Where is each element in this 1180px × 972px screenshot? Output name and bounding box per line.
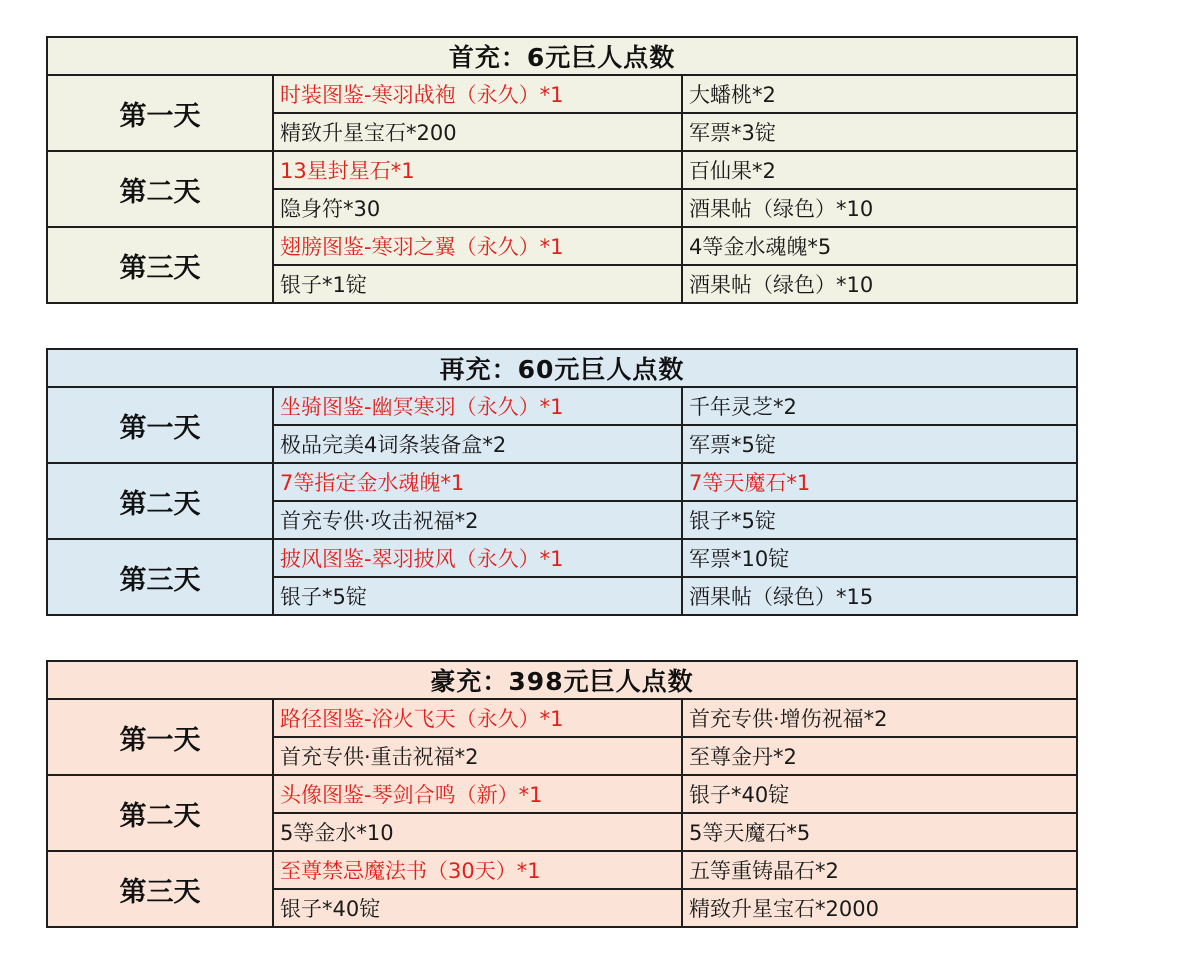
reward-item: 精致升星宝石*200 <box>273 113 682 151</box>
reward-item: 披风图鉴-翠羽披风（永久）*1 <box>273 539 682 577</box>
day-label: 第三天 <box>47 227 273 303</box>
tier-title: 首充：6元巨人点数 <box>47 37 1077 75</box>
reward-item: 隐身符*30 <box>273 189 682 227</box>
day-label: 第一天 <box>47 699 273 775</box>
reward-item: 7等指定金水魂魄*1 <box>273 463 682 501</box>
reward-item: 至尊禁忌魔法书（30天）*1 <box>273 851 682 889</box>
reward-item: 4等金水魂魄*5 <box>682 227 1077 265</box>
reward-item: 军票*10锭 <box>682 539 1077 577</box>
reward-item: 军票*5锭 <box>682 425 1077 463</box>
reward-item: 翅膀图鉴-寒羽之翼（永久）*1 <box>273 227 682 265</box>
tier-table-second-charge <box>46 348 1078 616</box>
reward-item: 至尊金丹*2 <box>682 737 1077 775</box>
reward-item: 千年灵芝*2 <box>682 387 1077 425</box>
reward-item: 银子*5锭 <box>682 501 1077 539</box>
tier-table-first-charge <box>46 36 1078 304</box>
reward-item: 坐骑图鉴-幽冥寒羽（永久）*1 <box>273 387 682 425</box>
reward-item: 13星封星石*1 <box>273 151 682 189</box>
reward-item: 军票*3锭 <box>682 113 1077 151</box>
reward-item: 5等金水*10 <box>273 813 682 851</box>
reward-item: 首充专供·攻击祝福*2 <box>273 501 682 539</box>
day-label: 第三天 <box>47 851 273 927</box>
day-label: 第一天 <box>47 75 273 151</box>
day-label: 第二天 <box>47 775 273 851</box>
reward-item: 百仙果*2 <box>682 151 1077 189</box>
reward-item: 酒果帖（绿色）*10 <box>682 189 1077 227</box>
reward-item: 银子*5锭 <box>273 577 682 615</box>
day-label: 第二天 <box>47 463 273 539</box>
day-label: 第三天 <box>47 539 273 615</box>
reward-item: 首充专供·重击祝福*2 <box>273 737 682 775</box>
tier-title: 豪充：398元巨人点数 <box>47 661 1077 699</box>
reward-item: 五等重铸晶石*2 <box>682 851 1077 889</box>
reward-item: 精致升星宝石*2000 <box>682 889 1077 927</box>
reward-item: 头像图鉴-琴剑合鸣（新）*1 <box>273 775 682 813</box>
reward-item: 路径图鉴-浴火飞天（永久）*1 <box>273 699 682 737</box>
reward-item: 大蟠桃*2 <box>682 75 1077 113</box>
reward-item: 酒果帖（绿色）*15 <box>682 577 1077 615</box>
tier-table-premium-charge <box>46 660 1078 928</box>
reward-item: 银子*40锭 <box>682 775 1077 813</box>
reward-item: 时装图鉴-寒羽战袍（永久）*1 <box>273 75 682 113</box>
reward-item: 7等天魔石*1 <box>682 463 1077 501</box>
reward-item: 酒果帖（绿色）*10 <box>682 265 1077 303</box>
reward-item: 5等天魔石*5 <box>682 813 1077 851</box>
reward-item: 极品完美4词条装备盒*2 <box>273 425 682 463</box>
day-label: 第二天 <box>47 151 273 227</box>
reward-item: 首充专供·增伤祝福*2 <box>682 699 1077 737</box>
day-label: 第一天 <box>47 387 273 463</box>
reward-item: 银子*40锭 <box>273 889 682 927</box>
tier-title: 再充：60元巨人点数 <box>47 349 1077 387</box>
reward-item: 银子*1锭 <box>273 265 682 303</box>
